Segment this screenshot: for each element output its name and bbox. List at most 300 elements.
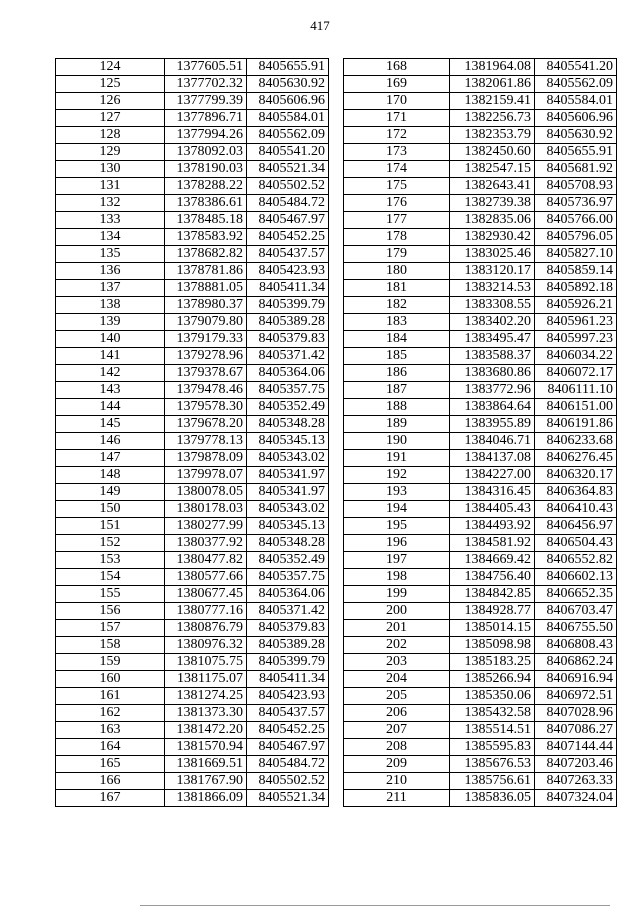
table-row — [344, 603, 617, 620]
table-row — [344, 178, 617, 195]
point-number-cell: 199 — [344, 586, 450, 603]
y-coordinate-cell: 8405371.42 — [247, 348, 329, 365]
point-number-cell: 144 — [56, 399, 165, 416]
x-coordinate-cell: 1385836.05 — [450, 790, 535, 807]
x-coordinate-cell: 1380377.92 — [165, 535, 247, 552]
x-coordinate-cell: 1378386.61 — [165, 195, 247, 212]
table-row — [344, 212, 617, 229]
table-row — [56, 76, 329, 93]
table-row — [56, 348, 329, 365]
x-coordinate-cell: 1384581.92 — [450, 535, 535, 552]
table-row — [56, 722, 329, 739]
point-number-cell: 177 — [344, 212, 450, 229]
table-row — [344, 365, 617, 382]
x-coordinate-cell: 1385756.61 — [450, 773, 535, 790]
x-coordinate-cell: 1382450.60 — [450, 144, 535, 161]
x-coordinate-cell: 1377702.32 — [165, 76, 247, 93]
point-number-cell: 166 — [56, 773, 165, 790]
y-coordinate-cell: 8407203.46 — [535, 756, 617, 773]
y-coordinate-cell: 8405437.57 — [247, 246, 329, 263]
point-number-cell: 135 — [56, 246, 165, 263]
point-number-cell: 167 — [56, 790, 165, 807]
point-number-cell: 190 — [344, 433, 450, 450]
y-coordinate-cell: 8405357.75 — [247, 382, 329, 399]
table-row — [344, 399, 617, 416]
y-coordinate-cell: 8405389.28 — [247, 314, 329, 331]
y-coordinate-cell: 8405562.09 — [535, 76, 617, 93]
y-coordinate-cell: 8405411.34 — [247, 280, 329, 297]
table-row — [56, 671, 329, 688]
table-row — [56, 484, 329, 501]
table-row — [344, 127, 617, 144]
table-row — [56, 314, 329, 331]
point-number-cell: 139 — [56, 314, 165, 331]
y-coordinate-cell: 8405423.93 — [247, 263, 329, 280]
table-row — [344, 739, 617, 756]
bottom-rule — [140, 905, 610, 906]
x-coordinate-cell: 1385098.98 — [450, 637, 535, 654]
y-coordinate-cell: 8405655.91 — [247, 59, 329, 76]
point-number-cell: 183 — [344, 314, 450, 331]
y-coordinate-cell: 8406862.24 — [535, 654, 617, 671]
y-coordinate-cell: 8406504.43 — [535, 535, 617, 552]
x-coordinate-cell: 1378980.37 — [165, 297, 247, 314]
table-row — [56, 586, 329, 603]
table-row — [344, 348, 617, 365]
y-coordinate-cell: 8405997.23 — [535, 331, 617, 348]
point-number-cell: 172 — [344, 127, 450, 144]
point-number-cell: 207 — [344, 722, 450, 739]
x-coordinate-cell: 1378190.03 — [165, 161, 247, 178]
point-number-cell: 193 — [344, 484, 450, 501]
y-coordinate-cell: 8405708.93 — [535, 178, 617, 195]
point-number-cell: 160 — [56, 671, 165, 688]
point-number-cell: 150 — [56, 501, 165, 518]
coordinates-table-left — [55, 58, 329, 807]
x-coordinate-cell: 1383214.53 — [450, 280, 535, 297]
point-number-cell: 201 — [344, 620, 450, 637]
point-number-cell: 171 — [344, 110, 450, 127]
table-row — [56, 399, 329, 416]
y-coordinate-cell: 8405502.52 — [247, 773, 329, 790]
x-coordinate-cell: 1383120.17 — [450, 263, 535, 280]
x-coordinate-cell: 1384316.45 — [450, 484, 535, 501]
y-coordinate-cell: 8407324.04 — [535, 790, 617, 807]
table-row — [344, 433, 617, 450]
y-coordinate-cell: 8405655.91 — [535, 144, 617, 161]
y-coordinate-cell: 8406703.47 — [535, 603, 617, 620]
y-coordinate-cell: 8406364.83 — [535, 484, 617, 501]
table-row — [56, 603, 329, 620]
y-coordinate-cell: 8405352.49 — [247, 552, 329, 569]
x-coordinate-cell: 1383025.46 — [450, 246, 535, 263]
y-coordinate-cell: 8405606.96 — [535, 110, 617, 127]
table-row — [344, 314, 617, 331]
y-coordinate-cell: 8405452.25 — [247, 229, 329, 246]
table-row — [56, 552, 329, 569]
point-number-cell: 170 — [344, 93, 450, 110]
y-coordinate-cell: 8405562.09 — [247, 127, 329, 144]
point-number-cell: 151 — [56, 518, 165, 535]
point-number-cell: 147 — [56, 450, 165, 467]
x-coordinate-cell: 1378092.03 — [165, 144, 247, 161]
table-row — [56, 756, 329, 773]
y-coordinate-cell: 8405827.10 — [535, 246, 617, 263]
table-row — [344, 331, 617, 348]
table-row — [56, 569, 329, 586]
point-number-cell: 149 — [56, 484, 165, 501]
table-row — [344, 76, 617, 93]
point-number-cell: 200 — [344, 603, 450, 620]
y-coordinate-cell: 8405389.28 — [247, 637, 329, 654]
table-row — [56, 93, 329, 110]
table-row — [344, 705, 617, 722]
y-coordinate-cell: 8406755.50 — [535, 620, 617, 637]
table-row — [56, 705, 329, 722]
y-coordinate-cell: 8405345.13 — [247, 518, 329, 535]
y-coordinate-cell: 8405341.97 — [247, 484, 329, 501]
point-number-cell: 138 — [56, 297, 165, 314]
y-coordinate-cell: 8405343.02 — [247, 450, 329, 467]
table-row — [56, 195, 329, 212]
y-coordinate-cell: 8405371.42 — [247, 603, 329, 620]
point-number-cell: 202 — [344, 637, 450, 654]
x-coordinate-cell: 1383772.96 — [450, 382, 535, 399]
table-row — [344, 161, 617, 178]
table-row — [344, 552, 617, 569]
point-number-cell: 132 — [56, 195, 165, 212]
table-row — [344, 93, 617, 110]
table-row — [344, 518, 617, 535]
x-coordinate-cell: 1377896.71 — [165, 110, 247, 127]
point-number-cell: 143 — [56, 382, 165, 399]
x-coordinate-cell: 1382930.42 — [450, 229, 535, 246]
x-coordinate-cell: 1378781.86 — [165, 263, 247, 280]
x-coordinate-cell: 1378288.22 — [165, 178, 247, 195]
point-number-cell: 210 — [344, 773, 450, 790]
point-number-cell: 161 — [56, 688, 165, 705]
point-number-cell: 126 — [56, 93, 165, 110]
table-row — [56, 501, 329, 518]
y-coordinate-cell: 8407028.96 — [535, 705, 617, 722]
x-coordinate-cell: 1385183.25 — [450, 654, 535, 671]
point-number-cell: 136 — [56, 263, 165, 280]
x-coordinate-cell: 1380477.82 — [165, 552, 247, 569]
x-coordinate-cell: 1381767.90 — [165, 773, 247, 790]
y-coordinate-cell: 8405606.96 — [247, 93, 329, 110]
y-coordinate-cell: 8405796.05 — [535, 229, 617, 246]
table-row — [56, 773, 329, 790]
point-number-cell: 187 — [344, 382, 450, 399]
point-number-cell: 128 — [56, 127, 165, 144]
x-coordinate-cell: 1385350.06 — [450, 688, 535, 705]
point-number-cell: 148 — [56, 467, 165, 484]
x-coordinate-cell: 1380777.16 — [165, 603, 247, 620]
table-row — [56, 450, 329, 467]
y-coordinate-cell: 8406972.51 — [535, 688, 617, 705]
y-coordinate-cell: 8405961.23 — [535, 314, 617, 331]
x-coordinate-cell: 1384669.42 — [450, 552, 535, 569]
point-number-cell: 142 — [56, 365, 165, 382]
x-coordinate-cell: 1384405.43 — [450, 501, 535, 518]
table-row — [344, 467, 617, 484]
table-row — [56, 518, 329, 535]
coordinates-table-left-body — [56, 59, 329, 807]
y-coordinate-cell: 8406111.10 — [535, 382, 617, 399]
y-coordinate-cell: 8405399.79 — [247, 654, 329, 671]
table-row — [344, 773, 617, 790]
table-row — [344, 280, 617, 297]
table-row — [344, 297, 617, 314]
table-row — [56, 637, 329, 654]
y-coordinate-cell: 8405541.20 — [535, 59, 617, 76]
point-number-cell: 189 — [344, 416, 450, 433]
x-coordinate-cell: 1380976.32 — [165, 637, 247, 654]
y-coordinate-cell: 8407263.33 — [535, 773, 617, 790]
y-coordinate-cell: 8406151.00 — [535, 399, 617, 416]
coordinates-table-right — [343, 58, 617, 807]
x-coordinate-cell: 1378485.18 — [165, 212, 247, 229]
y-coordinate-cell: 8405521.34 — [247, 790, 329, 807]
y-coordinate-cell: 8406034.22 — [535, 348, 617, 365]
y-coordinate-cell: 8405766.00 — [535, 212, 617, 229]
point-number-cell: 141 — [56, 348, 165, 365]
table-row — [56, 365, 329, 382]
table-row — [56, 297, 329, 314]
x-coordinate-cell: 1385014.15 — [450, 620, 535, 637]
y-coordinate-cell: 8406652.35 — [535, 586, 617, 603]
y-coordinate-cell: 8405681.92 — [535, 161, 617, 178]
x-coordinate-cell: 1379079.80 — [165, 314, 247, 331]
point-number-cell: 129 — [56, 144, 165, 161]
y-coordinate-cell: 8406456.97 — [535, 518, 617, 535]
y-coordinate-cell: 8405630.92 — [535, 127, 617, 144]
point-number-cell: 198 — [344, 569, 450, 586]
table-row — [56, 416, 329, 433]
table-row — [344, 59, 617, 76]
y-coordinate-cell: 8405399.79 — [247, 297, 329, 314]
x-coordinate-cell: 1383495.47 — [450, 331, 535, 348]
y-coordinate-cell: 8405484.72 — [247, 195, 329, 212]
y-coordinate-cell: 8405379.83 — [247, 620, 329, 637]
y-coordinate-cell: 8405345.13 — [247, 433, 329, 450]
y-coordinate-cell: 8405736.97 — [535, 195, 617, 212]
y-coordinate-cell: 8407086.27 — [535, 722, 617, 739]
point-number-cell: 164 — [56, 739, 165, 756]
x-coordinate-cell: 1381075.75 — [165, 654, 247, 671]
x-coordinate-cell: 1384842.85 — [450, 586, 535, 603]
x-coordinate-cell: 1379179.33 — [165, 331, 247, 348]
x-coordinate-cell: 1383955.89 — [450, 416, 535, 433]
point-number-cell: 185 — [344, 348, 450, 365]
y-coordinate-cell: 8405521.34 — [247, 161, 329, 178]
y-coordinate-cell: 8405423.93 — [247, 688, 329, 705]
point-number-cell: 209 — [344, 756, 450, 773]
coordinates-table-right-body — [344, 59, 617, 807]
table-row — [56, 467, 329, 484]
point-number-cell: 137 — [56, 280, 165, 297]
table-row — [344, 110, 617, 127]
x-coordinate-cell: 1385432.58 — [450, 705, 535, 722]
table-row — [344, 671, 617, 688]
x-coordinate-cell: 1381964.08 — [450, 59, 535, 76]
x-coordinate-cell: 1379578.30 — [165, 399, 247, 416]
x-coordinate-cell: 1385595.83 — [450, 739, 535, 756]
y-coordinate-cell: 8405541.20 — [247, 144, 329, 161]
table-row — [56, 280, 329, 297]
point-number-cell: 186 — [344, 365, 450, 382]
point-number-cell: 206 — [344, 705, 450, 722]
x-coordinate-cell: 1379278.96 — [165, 348, 247, 365]
table-row — [56, 229, 329, 246]
x-coordinate-cell: 1381472.20 — [165, 722, 247, 739]
x-coordinate-cell: 1383308.55 — [450, 297, 535, 314]
x-coordinate-cell: 1384928.77 — [450, 603, 535, 620]
x-coordinate-cell: 1384046.71 — [450, 433, 535, 450]
point-number-cell: 159 — [56, 654, 165, 671]
point-number-cell: 194 — [344, 501, 450, 518]
x-coordinate-cell: 1381669.51 — [165, 756, 247, 773]
table-row — [344, 144, 617, 161]
x-coordinate-cell: 1379678.20 — [165, 416, 247, 433]
point-number-cell: 124 — [56, 59, 165, 76]
y-coordinate-cell: 8405584.01 — [535, 93, 617, 110]
y-coordinate-cell: 8405502.52 — [247, 178, 329, 195]
table-row — [56, 161, 329, 178]
point-number-cell: 182 — [344, 297, 450, 314]
x-coordinate-cell: 1377994.26 — [165, 127, 247, 144]
point-number-cell: 174 — [344, 161, 450, 178]
point-number-cell: 169 — [344, 76, 450, 93]
table-row — [56, 382, 329, 399]
table-row — [344, 790, 617, 807]
y-coordinate-cell: 8406552.82 — [535, 552, 617, 569]
y-coordinate-cell: 8405343.02 — [247, 501, 329, 518]
table-row — [56, 246, 329, 263]
table-row — [344, 229, 617, 246]
y-coordinate-cell: 8405437.57 — [247, 705, 329, 722]
x-coordinate-cell: 1382547.15 — [450, 161, 535, 178]
y-coordinate-cell: 8405630.92 — [247, 76, 329, 93]
point-number-cell: 184 — [344, 331, 450, 348]
point-number-cell: 165 — [56, 756, 165, 773]
point-number-cell: 211 — [344, 790, 450, 807]
page-number: 417 — [310, 18, 330, 33]
x-coordinate-cell: 1383864.64 — [450, 399, 535, 416]
x-coordinate-cell: 1383680.86 — [450, 365, 535, 382]
y-coordinate-cell: 8406320.17 — [535, 467, 617, 484]
x-coordinate-cell: 1382159.41 — [450, 93, 535, 110]
x-coordinate-cell: 1382353.79 — [450, 127, 535, 144]
table-row — [344, 416, 617, 433]
table-row — [56, 654, 329, 671]
table-row — [344, 637, 617, 654]
table-row — [56, 144, 329, 161]
y-coordinate-cell: 8405467.97 — [247, 212, 329, 229]
x-coordinate-cell: 1385514.51 — [450, 722, 535, 739]
table-row — [56, 433, 329, 450]
table-row — [344, 382, 617, 399]
point-number-cell: 178 — [344, 229, 450, 246]
point-number-cell: 168 — [344, 59, 450, 76]
table-row — [56, 620, 329, 637]
y-coordinate-cell: 8406410.43 — [535, 501, 617, 518]
table-row — [56, 535, 329, 552]
table-row — [344, 569, 617, 586]
x-coordinate-cell: 1384137.08 — [450, 450, 535, 467]
table-row — [344, 654, 617, 671]
point-number-cell: 203 — [344, 654, 450, 671]
x-coordinate-cell: 1380078.05 — [165, 484, 247, 501]
point-number-cell: 192 — [344, 467, 450, 484]
x-coordinate-cell: 1381373.30 — [165, 705, 247, 722]
y-coordinate-cell: 8405467.97 — [247, 739, 329, 756]
table-row — [344, 450, 617, 467]
table-row — [344, 688, 617, 705]
table-row — [344, 263, 617, 280]
x-coordinate-cell: 1383402.20 — [450, 314, 535, 331]
y-coordinate-cell: 8407144.44 — [535, 739, 617, 756]
x-coordinate-cell: 1380277.99 — [165, 518, 247, 535]
x-coordinate-cell: 1384493.92 — [450, 518, 535, 535]
point-number-cell: 179 — [344, 246, 450, 263]
table-row — [56, 110, 329, 127]
point-number-cell: 195 — [344, 518, 450, 535]
x-coordinate-cell: 1380178.03 — [165, 501, 247, 518]
y-coordinate-cell: 8405341.97 — [247, 467, 329, 484]
point-number-cell: 155 — [56, 586, 165, 603]
point-number-cell: 125 — [56, 76, 165, 93]
point-number-cell: 156 — [56, 603, 165, 620]
y-coordinate-cell: 8405584.01 — [247, 110, 329, 127]
y-coordinate-cell: 8406191.86 — [535, 416, 617, 433]
point-number-cell: 127 — [56, 110, 165, 127]
point-number-cell: 181 — [344, 280, 450, 297]
point-number-cell: 204 — [344, 671, 450, 688]
x-coordinate-cell: 1379978.07 — [165, 467, 247, 484]
x-coordinate-cell: 1380577.66 — [165, 569, 247, 586]
y-coordinate-cell: 8406233.68 — [535, 433, 617, 450]
point-number-cell: 152 — [56, 535, 165, 552]
point-number-cell: 131 — [56, 178, 165, 195]
table-row — [344, 195, 617, 212]
x-coordinate-cell: 1380876.79 — [165, 620, 247, 637]
point-number-cell: 180 — [344, 263, 450, 280]
point-number-cell: 197 — [344, 552, 450, 569]
point-number-cell: 140 — [56, 331, 165, 348]
y-coordinate-cell: 8406916.94 — [535, 671, 617, 688]
x-coordinate-cell: 1379378.67 — [165, 365, 247, 382]
table-row — [344, 756, 617, 773]
x-coordinate-cell: 1384756.40 — [450, 569, 535, 586]
point-number-cell: 176 — [344, 195, 450, 212]
point-number-cell: 157 — [56, 620, 165, 637]
point-number-cell: 146 — [56, 433, 165, 450]
table-row — [344, 620, 617, 637]
x-coordinate-cell: 1381274.25 — [165, 688, 247, 705]
point-number-cell: 163 — [56, 722, 165, 739]
table-row — [56, 739, 329, 756]
point-number-cell: 191 — [344, 450, 450, 467]
point-number-cell: 208 — [344, 739, 450, 756]
y-coordinate-cell: 8405348.28 — [247, 416, 329, 433]
x-coordinate-cell: 1377605.51 — [165, 59, 247, 76]
y-coordinate-cell: 8405484.72 — [247, 756, 329, 773]
x-coordinate-cell: 1381866.09 — [165, 790, 247, 807]
table-row — [56, 688, 329, 705]
x-coordinate-cell: 1378682.82 — [165, 246, 247, 263]
y-coordinate-cell: 8405892.18 — [535, 280, 617, 297]
